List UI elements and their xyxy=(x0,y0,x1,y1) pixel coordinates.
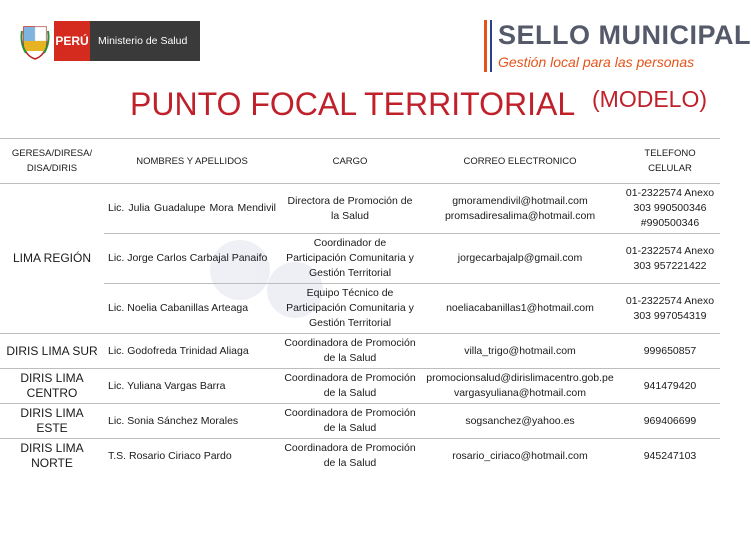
role-cell: Coordinadora de Promoción de la Salud xyxy=(280,404,420,439)
role-cell: Coordinadora de Promoción de la Salud xyxy=(280,334,420,369)
header-name: NOMBRES Y APELLIDOS xyxy=(104,139,280,184)
email-cell: rosario_ciriaco@hotmail.com xyxy=(420,439,620,474)
table-row xyxy=(0,404,720,439)
focal-point-table xyxy=(0,138,720,473)
role-cell: Coordinadora de Promoción de la Salud xyxy=(280,369,420,404)
sello-bar-orange xyxy=(484,20,487,72)
email-cell: promocionsalud@dirislimacentro.gob.pe vargasyuliana@hotmail.com xyxy=(420,369,620,404)
name-cell: Lic. Yuliana Vargas Barra xyxy=(104,369,280,404)
role-cell: Equipo Técnico de Participación Comunitaria y Gestión Territorial xyxy=(280,284,420,334)
name-cell: T.S. Rosario Ciriaco Pardo xyxy=(104,439,280,474)
name-cell: Lic. Sonia Sánchez Morales xyxy=(104,404,280,439)
phone-cell: 01-2322574 Anexo 303 990500346 #990500346 xyxy=(620,184,720,234)
email-cell: villa_trigo@hotmail.com xyxy=(420,334,620,369)
phone-cell: 999650857 xyxy=(620,334,720,369)
phone-cell: 01-2322574 Anexo 303 957221422 xyxy=(620,234,720,284)
region-cell: DIRIS LIMA NORTE xyxy=(0,439,104,474)
header-region: GERESA/DIRESA/ DISA/DIRIS xyxy=(0,139,104,184)
sello-municipal-logo xyxy=(484,18,751,76)
region-cell: DIRIS LIMA SUR xyxy=(0,334,104,369)
table-row xyxy=(0,234,720,284)
header-phone: TELEFONO CELULAR xyxy=(620,139,720,184)
header-email: CORREO ELECTRONICO xyxy=(420,139,620,184)
phone-cell: 941479420 xyxy=(620,369,720,404)
page-title: PUNTO FOCAL TERRITORIAL xyxy=(130,86,576,122)
role-cell: Directora de Promoción de la Salud xyxy=(280,184,420,234)
table-row xyxy=(0,369,720,404)
table-row xyxy=(0,334,720,369)
table-row xyxy=(0,439,720,474)
email-cell: noeliacabanillas1@hotmail.com xyxy=(420,284,620,334)
peru-coat-of-arms-icon xyxy=(20,21,50,61)
name-cell: Lic. Noelia Cabanillas Arteaga xyxy=(104,284,280,334)
email-cell: sogsanchez@yahoo.es xyxy=(420,404,620,439)
role-cell: Coordinadora de Promoción de la Salud xyxy=(280,439,420,474)
region-cell: DIRIS LIMA ESTE xyxy=(0,404,104,439)
peru-minsa-logo xyxy=(20,18,224,64)
region-cell: DIRIS LIMA CENTRO xyxy=(0,369,104,404)
table-row xyxy=(0,284,720,334)
ministry-label: Ministerio de Salud xyxy=(90,21,200,61)
name-cell: Lic. Julia Guadalupe Mora Mendivil xyxy=(104,184,280,234)
phone-cell: 969406699 xyxy=(620,404,720,439)
sello-subtitle: Gestión local para las personas xyxy=(498,54,695,70)
sello-bar-blue xyxy=(490,20,492,72)
name-cell: Lic. Jorge Carlos Carbajal Panaifo xyxy=(104,234,280,284)
peru-label: PERÚ xyxy=(54,21,90,61)
phone-cell: 945247103 xyxy=(620,439,720,474)
table-header-row xyxy=(0,139,720,184)
modelo-label: (MODELO) xyxy=(592,86,707,112)
header-role: CARGO xyxy=(280,139,420,184)
sello-title: SELLO MUNICIPAL xyxy=(498,20,751,50)
name-cell: Lic. Godofreda Trinidad Aliaga xyxy=(104,334,280,369)
table-row xyxy=(0,184,720,234)
role-cell: Coordinador de Participación Comunitaria y Gestión Territorial xyxy=(280,234,420,284)
region-cell: LIMA REGIÓN xyxy=(0,184,104,334)
phone-cell: 01-2322574 Anexo 303 997054319 xyxy=(620,284,720,334)
email-cell: gmoramendivil@hotmail.com promsadiresalima@hotmail.com xyxy=(420,184,620,234)
email-cell: jorgecarbajalp@gmail.com xyxy=(420,234,620,284)
